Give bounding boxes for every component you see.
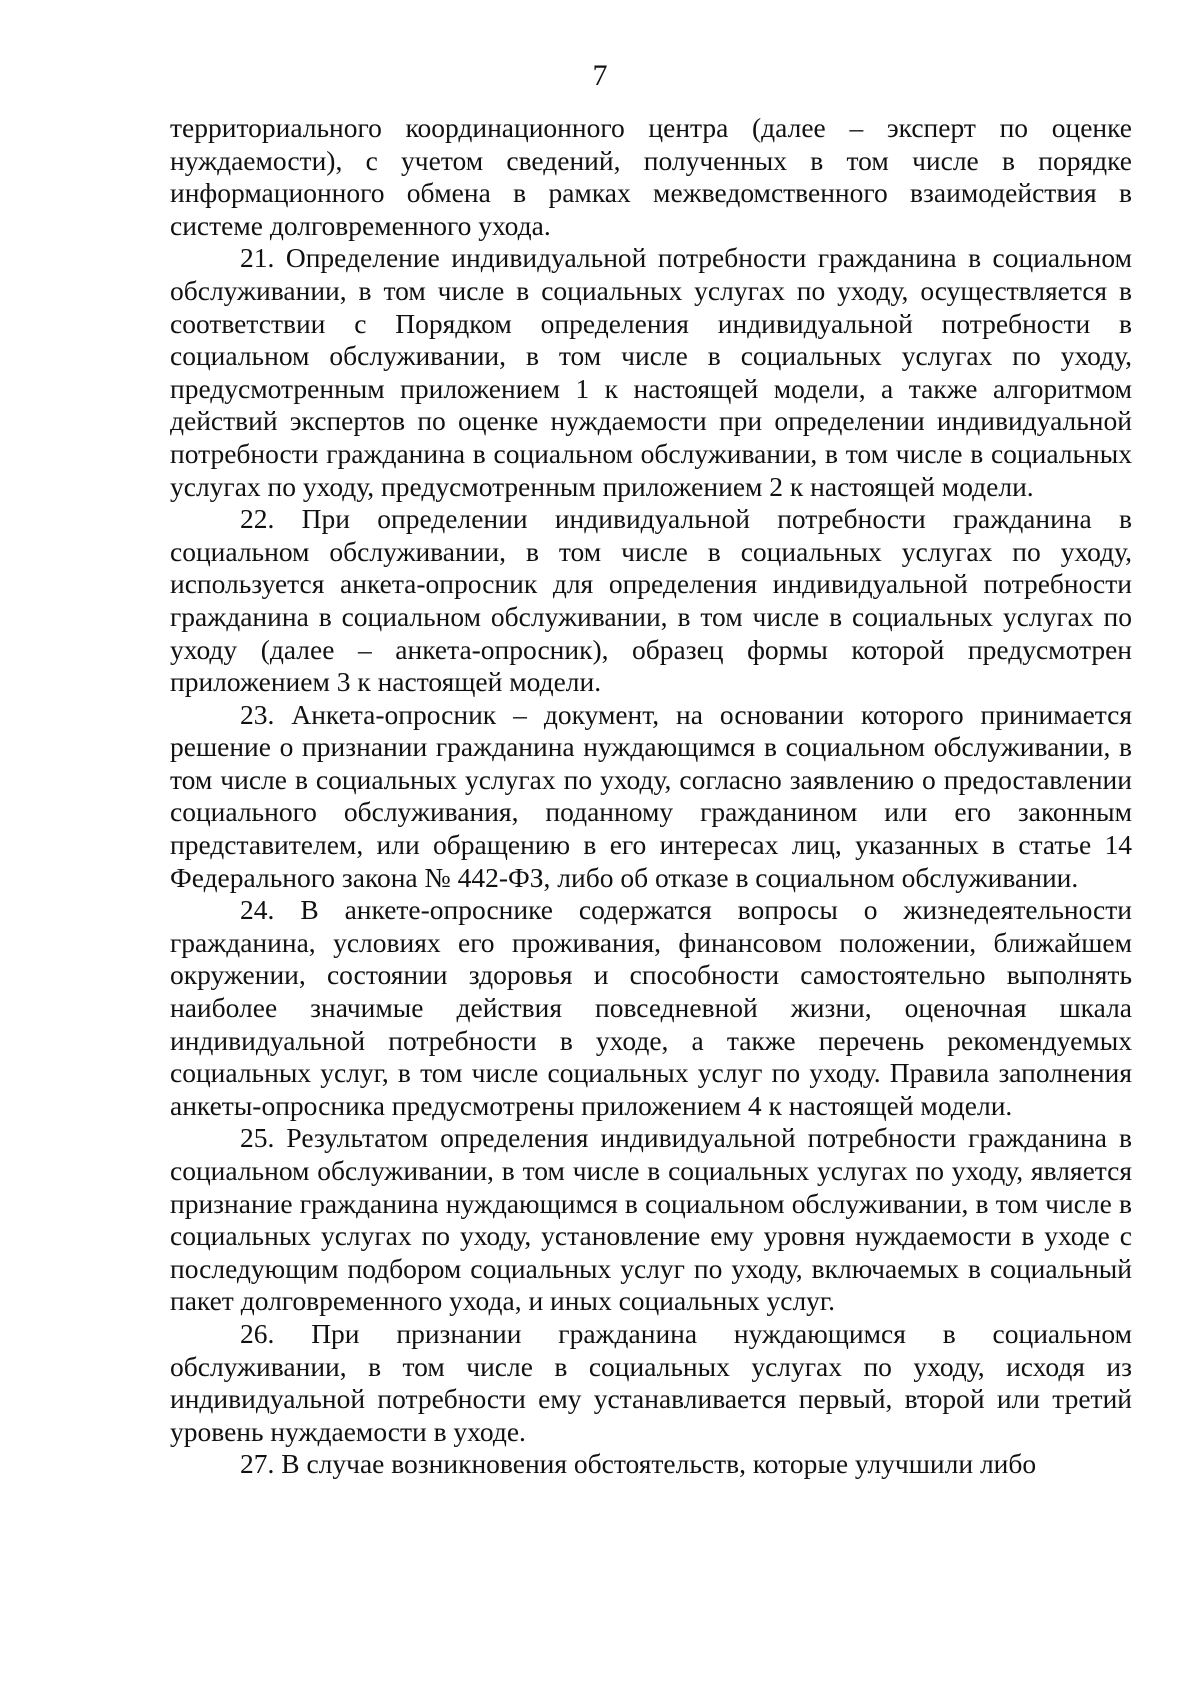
paragraph-clause-26: 26. При признании гражданина нуждающимся в социальном обслуживании, в том числе в социальных услугах по уходу, исходя из индивидуальной потребности ему устанавливается первый, второй или третий уровень нуждаемости в уходе.: [170, 1317, 1132, 1447]
paragraph-clause-24: 24. В анкете-опроснике содержатся вопросы о жизнедеятельности гражданина, условиях его проживания, финансовом положении, ближайшем окружении, состоянии здоровья и способности самостоятельно выполнять наиболее значимые действия повседневной жизни, оценочная шкала индивидуальной потребности в уходе, а также перечень рекомендуемых социальных услуг, в том числе социальных услуг по уходу. Правила заполнения анкеты-опросника предусмотрены приложением 4 к настоящей модели.: [170, 894, 1132, 1121]
page-number: 7: [592, 59, 608, 92]
paragraph-clause-27: 27. В случае возникновения обстоятельств, которые улучшили либо: [240, 1448, 1037, 1480]
paragraph-clause-22: 22. При определении индивидуальной потребности гражданина в социальном обслуживании, в том числе в социальных услугах по уходу, используется анкета-опросник для определения индивидуальной потребности гражданина в социальном обслуживании, в том числе в социальных услугах по уходу (далее – анкета-опросник), образец формы которой предусмотрен приложением 3 к настоящей модели.: [170, 503, 1132, 698]
paragraph-clause-21: 21. Определение индивидуальной потребности гражданина в социальном обслуживании, в том числе в социальных услугах по уходу, осуществляется в соответствии с Порядком определения индивидуальной потребности в социальном обслуживании, в том числе в социальных услугах по уходу, предусмотренным приложением 1 к настоящей модели, а также алгоритмом действий экспертов по оценке нуждаемости при определении индивидуальной потребности гражданина в социальном обслуживании, в том числе в социальных услугах по уходу, предусмотренным приложением 2 к настоящей модели.: [170, 242, 1132, 502]
paragraph-clause-25: 25. Результатом определения индивидуальной потребности гражданина в социальном обслуживании, в том числе в социальных услугах по уходу, является признание гражданина нуждающимся в социальном обслуживании, в том числе в социальных услугах по уходу, установление ему уровня нуждаемости в уходе с последующим подбором социальных услуг по уходу, включаемых в социальный пакет долговременного ухода, и иных социальных услуг.: [170, 1122, 1132, 1317]
paragraph-continuation: территориального координационного центра (далее – эксперт по оценке нуждаемости), с учетом сведений, полученных в том числе в порядке информационного обмена в рамках межведомственного взаимодействия в системе долговременного ухода.: [170, 112, 1132, 241]
paragraph-clause-23: 23. Анкета-опросник – документ, на основании которого принимается решение о признании гражданина нуждающимся в социальном обслуживании, в том числе в социальных услугах по уходу, согласно заявлению о предоставлении социального обслуживания, поданному гражданином или его законным представителем, или обращению в его интересах лиц, указанных в статье 14 Федерального закона № 442-ФЗ, либо об отказе в социальном обслуживании.: [170, 698, 1132, 893]
document-body: [170, 112, 1132, 1481]
